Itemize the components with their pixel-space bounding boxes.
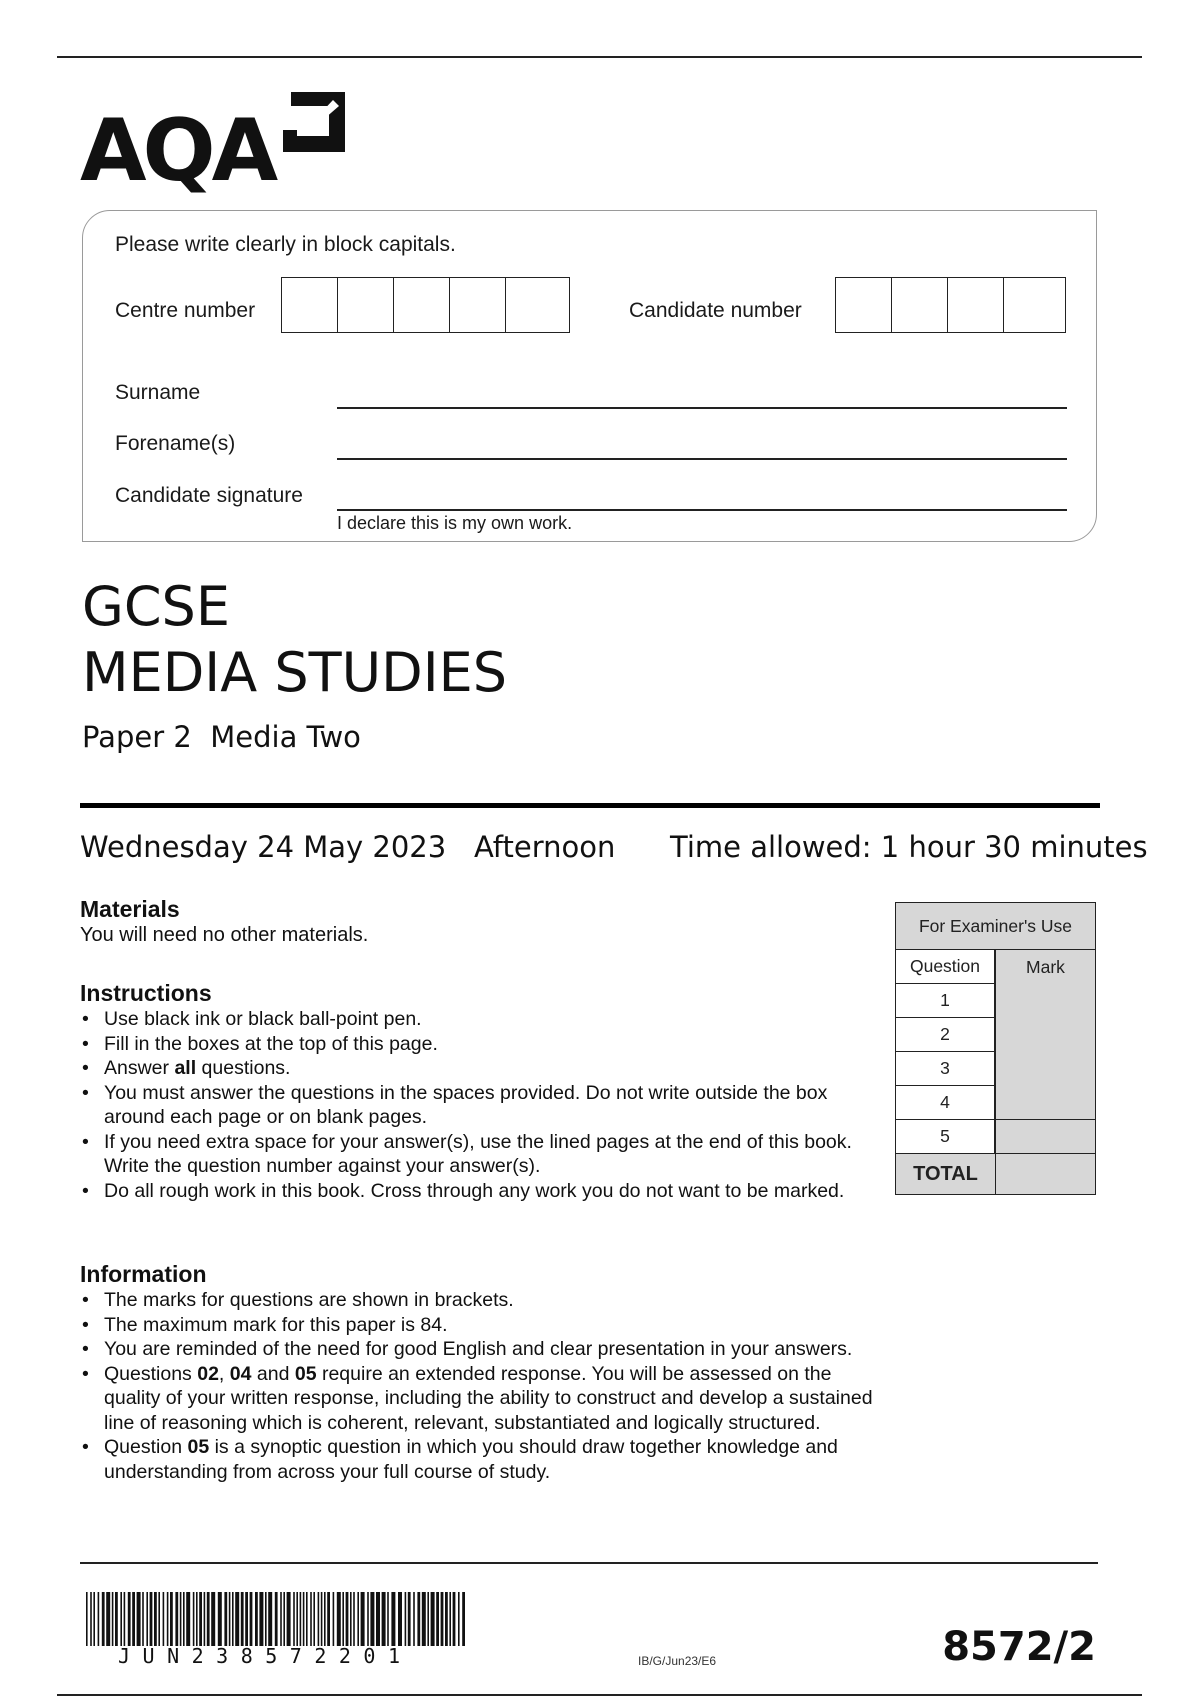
centre-number-boxes[interactable] (281, 277, 570, 333)
table-row (896, 1086, 1095, 1120)
centre-number-digit-box[interactable] (282, 278, 338, 332)
title-divider (80, 803, 1100, 808)
centre-number-label: Centre number (115, 299, 256, 322)
list-item (80, 1435, 890, 1484)
list-item-text: Questions (104, 1362, 198, 1385)
centre-number-digit-box[interactable] (394, 278, 450, 332)
mark-column-header: Mark (996, 950, 1095, 984)
barcode-digits: JUN238572201 (118, 1644, 413, 1668)
signature-label: Candidate signature (115, 484, 303, 507)
table-row (896, 984, 1095, 1018)
mark-cell (996, 1086, 1095, 1120)
candidate-number-digit-box[interactable] (836, 278, 892, 332)
list-item-emphasis: 04 (229, 1362, 252, 1385)
question-number-cell: 3 (896, 1052, 996, 1086)
list-item: • Fill in the boxes at the top of this page. (80, 1032, 870, 1057)
list-item-text: Answer (104, 1057, 175, 1079)
candidate-number-digit-box[interactable] (892, 278, 948, 332)
question-number-cell: 1 (896, 984, 996, 1018)
question-number-cell: 2 (896, 1018, 996, 1052)
list-item: • The marks for questions are shown in brackets. (80, 1288, 890, 1313)
list-item-text: Question (104, 1436, 188, 1458)
time-allowed: Time allowed: 1 hour 30 minutes (670, 830, 1148, 864)
paper-title: Paper 2 Media Two (82, 720, 361, 754)
table-row (896, 950, 1095, 984)
surname-label: Surname (115, 381, 201, 404)
list-item: • You are reminded of the need for good English and clear presentation in your answers. (80, 1337, 890, 1362)
total-label-cell: TOTAL (896, 1154, 996, 1194)
list-item: • Do all rough work in this book. Cross through any work you do not want to be marked. (80, 1179, 870, 1204)
centre-number-digit-box[interactable] (506, 278, 562, 332)
list-item: • If you need extra space for your answer(s), use the lined pages at the end of this book. Write the question number against your answer(s). (80, 1130, 870, 1179)
instructions-heading: Instructions (80, 980, 212, 1006)
list-item: • You must answer the questions in the spaces provided. Do not write outside the box around each page or on blank pages. (80, 1081, 870, 1130)
qualification-title: GCSE (82, 575, 230, 638)
list-item-emphasis: 05 (294, 1362, 317, 1385)
block-capitals-instruction: Please write clearly in block capitals. (115, 233, 456, 256)
bottom-rule (57, 1694, 1142, 1696)
centre-number-digit-box[interactable] (338, 278, 394, 332)
subject-title: MEDIA STUDIES (82, 641, 508, 704)
forenames-label: Forename(s) (115, 432, 236, 455)
candidate-number-label: Candidate number (629, 299, 802, 322)
top-rule (57, 56, 1142, 58)
candidate-number-digit-box[interactable] (948, 278, 1004, 332)
paper-reference: IB/G/Jun23/E6 (638, 1654, 717, 1668)
list-item-text: questions. (196, 1057, 291, 1079)
list-item-text: , (218, 1362, 230, 1385)
exam-session: Afternoon (474, 830, 616, 864)
aqa-logo (80, 92, 350, 201)
examiners-use-table (895, 902, 1096, 1195)
list-item-emphasis: 05 (187, 1436, 210, 1458)
mark-cell (996, 1018, 1095, 1052)
list-item-emphasis: 02 (197, 1362, 219, 1385)
list-item (80, 1362, 890, 1436)
candidate-number-digit-box[interactable] (1004, 278, 1060, 332)
table-row (896, 1052, 1095, 1086)
mark-cell (996, 1120, 1095, 1154)
exam-date: Wednesday 24 May 2023 (80, 830, 447, 864)
list-item: • The maximum mark for this paper is 84. (80, 1313, 890, 1338)
information-heading: Information (80, 1261, 207, 1287)
centre-number-digit-box[interactable] (450, 278, 506, 332)
paper-code: 8572/2 (942, 1624, 1096, 1670)
mark-cell (996, 984, 1095, 1018)
list-item-text: require an extended response. You will be assessed on the quality of your written response, including the ability to construct and develop a sustained line of reasoning which is coherent, relevant, substantiated and logically structured. (104, 1362, 873, 1434)
list-item-text: and (251, 1362, 295, 1385)
question-column-header: Question (896, 950, 996, 984)
candidate-number-boxes[interactable] (835, 277, 1066, 333)
information-list (80, 1288, 890, 1484)
aqa-logo-text: AQA (80, 101, 275, 201)
signature-field[interactable] (337, 509, 1067, 511)
declaration-text: I declare this is my own work. (337, 513, 573, 533)
list-item-text: is a synoptic question in which you should draw together knowledge and understanding from across your full course of study. (104, 1436, 838, 1483)
list-item: • Use black ink or black ball-point pen. (80, 1007, 870, 1032)
surname-field[interactable] (337, 407, 1067, 409)
table-row (896, 1154, 1095, 1194)
candidate-details-panel (82, 210, 1097, 542)
materials-heading: Materials (80, 896, 180, 922)
instructions-list (80, 1007, 870, 1203)
question-number-cell: 5 (896, 1120, 996, 1154)
aqa-logo-mark-icon (283, 92, 345, 152)
list-item-emphasis: all (174, 1057, 197, 1079)
list-item (80, 1056, 870, 1081)
forenames-field[interactable] (337, 458, 1067, 460)
table-row (896, 1120, 1095, 1154)
table-row (896, 1018, 1095, 1052)
barcode-icon (86, 1592, 468, 1646)
examiners-use-title: For Examiner's Use (896, 903, 1095, 950)
mark-cell (996, 1052, 1095, 1086)
total-mark-cell (996, 1154, 1095, 1194)
materials-text: You will need no other materials. (80, 924, 369, 946)
footer-rule (80, 1562, 1098, 1564)
question-number-cell: 4 (896, 1086, 996, 1120)
